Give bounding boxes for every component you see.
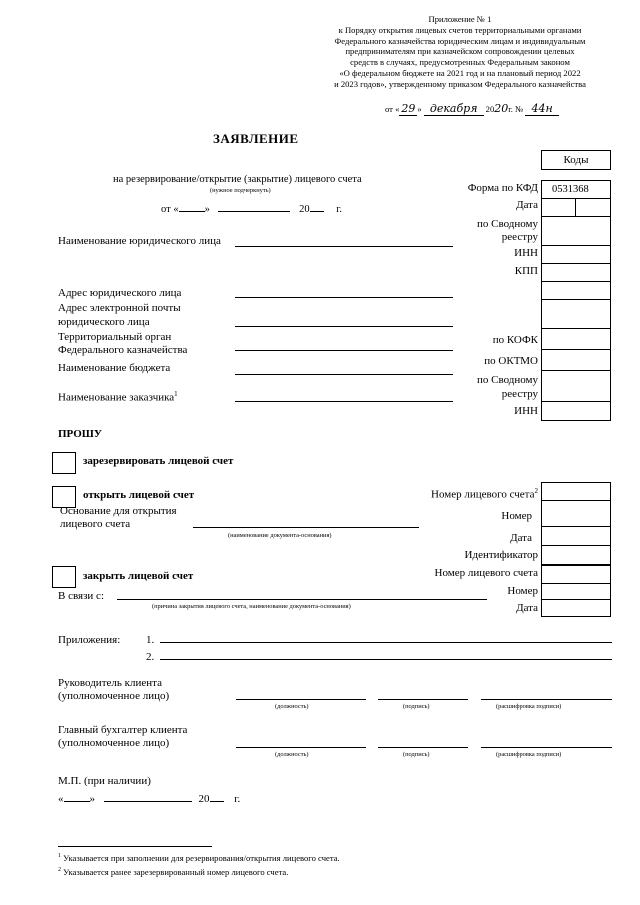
label-date: Дата bbox=[516, 199, 538, 211]
form-date bbox=[161, 204, 342, 215]
appendix-header bbox=[300, 14, 620, 90]
year-blank[interactable] bbox=[310, 211, 324, 212]
close-number-input[interactable] bbox=[541, 583, 611, 600]
close-account-number-input[interactable] bbox=[541, 565, 611, 584]
reserve-label: зарезервировать лицевой счет bbox=[83, 455, 234, 467]
head-decoding-input[interactable] bbox=[481, 699, 612, 700]
in-connection-label: В связи с: bbox=[58, 590, 104, 602]
close-date-label: Дата bbox=[516, 602, 538, 614]
stamp-label: М.П. (при наличии) bbox=[58, 775, 151, 787]
label-svodny: по Сводному bbox=[476, 218, 538, 230]
customer-label bbox=[58, 390, 178, 404]
label-inn-2: ИНН bbox=[514, 405, 538, 417]
footnote-2 bbox=[58, 867, 288, 877]
legal-name-label: Наименование юридического лица bbox=[58, 235, 221, 247]
close-checkbox[interactable] bbox=[52, 566, 76, 588]
stamp-year: 20 bbox=[198, 793, 210, 805]
budget-input[interactable] bbox=[235, 374, 453, 375]
footnote-2-text: Указывается ранее зарезервированный номер лицевого счета. bbox=[63, 867, 289, 877]
code-kpp[interactable] bbox=[541, 263, 611, 282]
label-inn: ИНН bbox=[514, 247, 538, 259]
account-number-text: Номер лицевого счета bbox=[431, 488, 535, 501]
code-kfd[interactable]: 0531368 bbox=[541, 180, 611, 199]
footnote-1-mark: 1 bbox=[58, 853, 61, 860]
code-inn[interactable] bbox=[541, 245, 611, 264]
reserve-checkbox[interactable] bbox=[52, 452, 76, 474]
account-number-input[interactable] bbox=[541, 482, 611, 501]
date-suffix: г. bbox=[336, 204, 342, 215]
label-reestr-2: реестру bbox=[501, 388, 538, 400]
head-label-1: Руководитель клиента bbox=[58, 677, 162, 689]
date-year: 20 bbox=[299, 204, 310, 215]
account-number-label bbox=[431, 487, 538, 501]
head-label-2: (уполномоченное лицо) bbox=[58, 690, 170, 702]
code-oktmo[interactable] bbox=[541, 349, 611, 371]
footnote-divider bbox=[58, 846, 212, 847]
form-subtitle: на резервирование/открытие (закрытие) лицевого счета bbox=[113, 174, 362, 185]
footnote-ref-1: 1 bbox=[174, 390, 178, 398]
label-kofk: по КОФК bbox=[492, 334, 538, 346]
accountant-label-1: Главный бухгалтер клиента bbox=[58, 724, 188, 736]
attachment-1-number: 1. bbox=[146, 634, 155, 646]
code-date[interactable] bbox=[541, 198, 576, 217]
identifier-label: Идентификатор bbox=[464, 549, 538, 561]
head-signature-input[interactable] bbox=[378, 699, 468, 700]
order-year-prefix: 20 bbox=[485, 104, 495, 114]
attachment-1-input[interactable] bbox=[160, 642, 612, 643]
basis-number-input[interactable] bbox=[541, 500, 611, 527]
code-kofk[interactable] bbox=[541, 328, 611, 350]
stamp-suffix: г. bbox=[234, 793, 241, 805]
header-line: Приложение № 1 bbox=[428, 14, 492, 24]
order-year-suffix: г. № bbox=[508, 104, 524, 114]
footnote-ref-2: 2 bbox=[534, 487, 538, 495]
month-blank[interactable] bbox=[218, 211, 290, 212]
order-year: 20 bbox=[494, 102, 509, 115]
code-date-2[interactable] bbox=[575, 198, 611, 217]
order-prefix: от « bbox=[385, 104, 400, 114]
identifier-input[interactable] bbox=[541, 545, 611, 565]
form-title: ЗАЯВЛЕНИЕ bbox=[213, 131, 299, 146]
acct-position-hint: (должность) bbox=[275, 751, 309, 758]
stamp-date-open: « bbox=[58, 793, 64, 805]
acct-decoding-hint: (расшифровка подписи) bbox=[496, 751, 562, 758]
stamp-date bbox=[58, 793, 240, 805]
basis-input[interactable] bbox=[193, 527, 419, 528]
code-svodny-2[interactable] bbox=[541, 370, 611, 402]
footnote-1 bbox=[58, 853, 340, 863]
acct-decoding-input[interactable] bbox=[481, 747, 612, 748]
label-oktmo: по ОКТМО bbox=[484, 355, 538, 367]
tofk-label-2: Федерального казначейства bbox=[58, 344, 188, 356]
stamp-month-input[interactable] bbox=[104, 801, 192, 802]
header-line: «О федеральном бюджете на 2021 год и на плановый период 2022 bbox=[339, 67, 581, 78]
day-blank[interactable] bbox=[179, 211, 205, 212]
footnote-2-mark: 2 bbox=[58, 867, 61, 874]
address-input[interactable] bbox=[235, 297, 453, 298]
stamp-year-input[interactable] bbox=[210, 801, 224, 802]
code-svodny[interactable] bbox=[541, 216, 611, 246]
order-number: 44н bbox=[525, 102, 558, 116]
header-line: к Порядку открытия лицевых счетов территориальными органами bbox=[338, 24, 582, 35]
attachment-2-input[interactable] bbox=[160, 659, 612, 660]
close-reason-input[interactable] bbox=[117, 599, 487, 600]
order-month: декабря bbox=[424, 102, 484, 116]
email-label-1: Адрес электронной почты bbox=[58, 302, 181, 314]
basis-date-input[interactable] bbox=[541, 526, 611, 546]
email-label-2: юридического лица bbox=[58, 316, 150, 328]
acct-position-input[interactable] bbox=[236, 747, 366, 748]
basis-date-label: Дата bbox=[510, 532, 532, 544]
date-mid: » bbox=[204, 204, 210, 215]
label-svodny-2: по Сводному bbox=[476, 374, 538, 386]
order-day: 29 bbox=[401, 102, 416, 115]
basis-hint: (наименование документа-основания) bbox=[228, 532, 332, 539]
order-mid: » bbox=[417, 104, 422, 114]
legal-name-input[interactable] bbox=[235, 246, 453, 247]
footnote-1-text: Указывается при заполнении для резервирования/открытия лицевого счета. bbox=[63, 853, 340, 863]
budget-label: Наименование бюджета bbox=[58, 362, 171, 374]
label-reestr: реестру bbox=[501, 231, 538, 243]
date-prefix: от « bbox=[161, 204, 179, 215]
head-position-input[interactable] bbox=[236, 699, 366, 700]
header-line: Федерального казначейства юридическим лицам и индивидуальным bbox=[334, 35, 586, 46]
close-label: закрыть лицевой счет bbox=[83, 570, 194, 582]
customer-input[interactable] bbox=[235, 401, 453, 402]
code-empty-1[interactable] bbox=[541, 281, 611, 300]
head-signature-hint: (подпись) bbox=[403, 703, 430, 710]
accountant-label-2: (уполномоченное лицо) bbox=[58, 737, 170, 749]
label-kpp: КПП bbox=[514, 265, 538, 277]
code-empty-2[interactable] bbox=[541, 299, 611, 329]
basis-label-1: Основание для открытия bbox=[60, 505, 177, 517]
close-number-label: Номер bbox=[507, 585, 538, 597]
basis-label-2: лицевого счета bbox=[60, 518, 131, 530]
codes-header: Коды bbox=[541, 150, 611, 170]
customer-label-text: Наименование заказчика bbox=[58, 391, 175, 404]
close-account-number-label: Номер лицевого счета bbox=[434, 567, 538, 579]
label-kfd: Форма по КФД bbox=[467, 182, 538, 194]
header-line: предпринимателям при казначейском сопровождении целевых bbox=[345, 46, 575, 57]
email-input[interactable] bbox=[235, 326, 453, 327]
acct-signature-hint: (подпись) bbox=[403, 751, 430, 758]
tofk-input[interactable] bbox=[235, 350, 453, 351]
head-position-hint: (должность) bbox=[275, 703, 309, 710]
close-date-input[interactable] bbox=[541, 599, 611, 617]
code-inn-2[interactable] bbox=[541, 401, 611, 421]
stamp-day-input[interactable] bbox=[64, 801, 90, 802]
header-line: средств в случаях, предусмотренных Федеральным законом bbox=[350, 57, 570, 68]
acct-signature-input[interactable] bbox=[378, 747, 468, 748]
header-line: и 2023 годов», утвержденному приказом Федерального казначейства bbox=[334, 78, 586, 89]
address-label: Адрес юридического лица bbox=[58, 287, 182, 299]
basis-number-label: Номер bbox=[501, 510, 532, 522]
close-reason-hint: (причина закрытия лицевого счета, наименование документа-основания) bbox=[152, 603, 351, 610]
attachments-label: Приложения: bbox=[58, 634, 121, 646]
stamp-date-close: » bbox=[89, 793, 95, 805]
head-decoding-hint: (расшифровка подписи) bbox=[496, 703, 562, 710]
open-label: открыть лицевой счет bbox=[83, 489, 195, 501]
request-title: ПРОШУ bbox=[58, 428, 102, 440]
attachment-2-number: 2. bbox=[146, 651, 155, 663]
order-reference bbox=[385, 102, 559, 115]
underline-hint: (нужное подчеркнуть) bbox=[210, 187, 271, 194]
tofk-label-1: Территориальный орган bbox=[58, 331, 172, 343]
